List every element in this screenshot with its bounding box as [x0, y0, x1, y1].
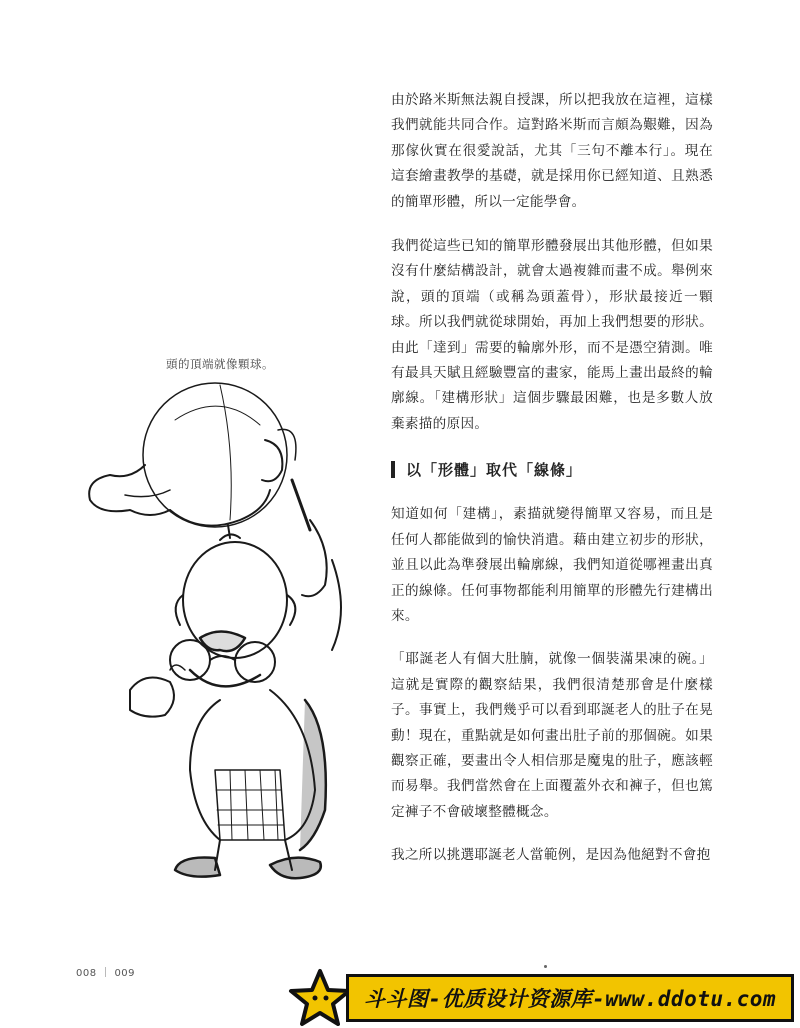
paragraph: 由於路米斯無法親自授課，所以把我放在這裡，這樣我們就能共同合作。這對路米斯而言頗為艱難，因為那傢伙實在很愛說話，尤其「三句不離本行」。現在這套繪畫教學的基礎，就是採用你已經知道、且熟悉的簡單形體，所以一定能學會。: [391, 92, 713, 210]
watermark-banner: [284, 968, 800, 1028]
section-heading: [391, 459, 713, 480]
paragraph: 知道如何「建構」，素描就變得簡單又容易，而且是任何人都能做到的愉快消遣。藉由建立初步的形狀，並且以此為準發展出輪廓線，我們知道從哪裡畫出真正的線條。任何事物都能利用簡單的形體先行建構出來。: [391, 506, 713, 624]
page-numbers: 008 ｜ 009: [76, 968, 136, 979]
paragraph: 「耶誕老人有個大肚腩，就像一個裝滿果凍的碗。」這就是實際的觀察結果，我們很清楚那會是什麼樣子。事實上，我們幾乎可以看到耶誕老人的肚子在晃動！現在，重點就是如何畫出肚子前的那個碗。如果觀察正確，要畫出令人相信那是魔鬼的肚子，應該輕而易舉。我們當然會在上面覆蓋外衣和褲子，但也篤定褲子不會破壞整體概念。: [391, 651, 713, 820]
watermark-box: [346, 974, 794, 1022]
text-column: [391, 88, 713, 869]
heading-bar: [391, 461, 395, 478]
star-icon: [284, 968, 354, 1028]
paragraph: 我之所以挑選耶誕老人當範例，是因為他絕對不會抱: [391, 847, 711, 864]
watermark-text: 斗斗图-优质设计资源库-www.ddotu.com: [363, 987, 777, 1011]
section-heading-text: 以「形體」取代「線條」: [406, 461, 583, 480]
figure-caption: 頭的頂端就像顆球。: [166, 357, 274, 371]
paragraph: 我們從這些已知的簡單形體發展出其他形體，但如果沒有什麼結構設計，就會太過複雜而畫不成。舉例來說，頭的頂端（或稱為頭蓋骨），形狀最接近一顆球。所以我們就從球開始，再加上我們想要的形狀。由此「達到」需要的輪廓外形，而不是憑空猜測。唯有最具天賦且經驗豐富的畫家，能馬上畫出最終的輪廓線。「建構形狀」這個步驟最困難，也是多數人放棄素描的原因。: [391, 238, 713, 432]
sketch-illustration: [70, 370, 360, 890]
